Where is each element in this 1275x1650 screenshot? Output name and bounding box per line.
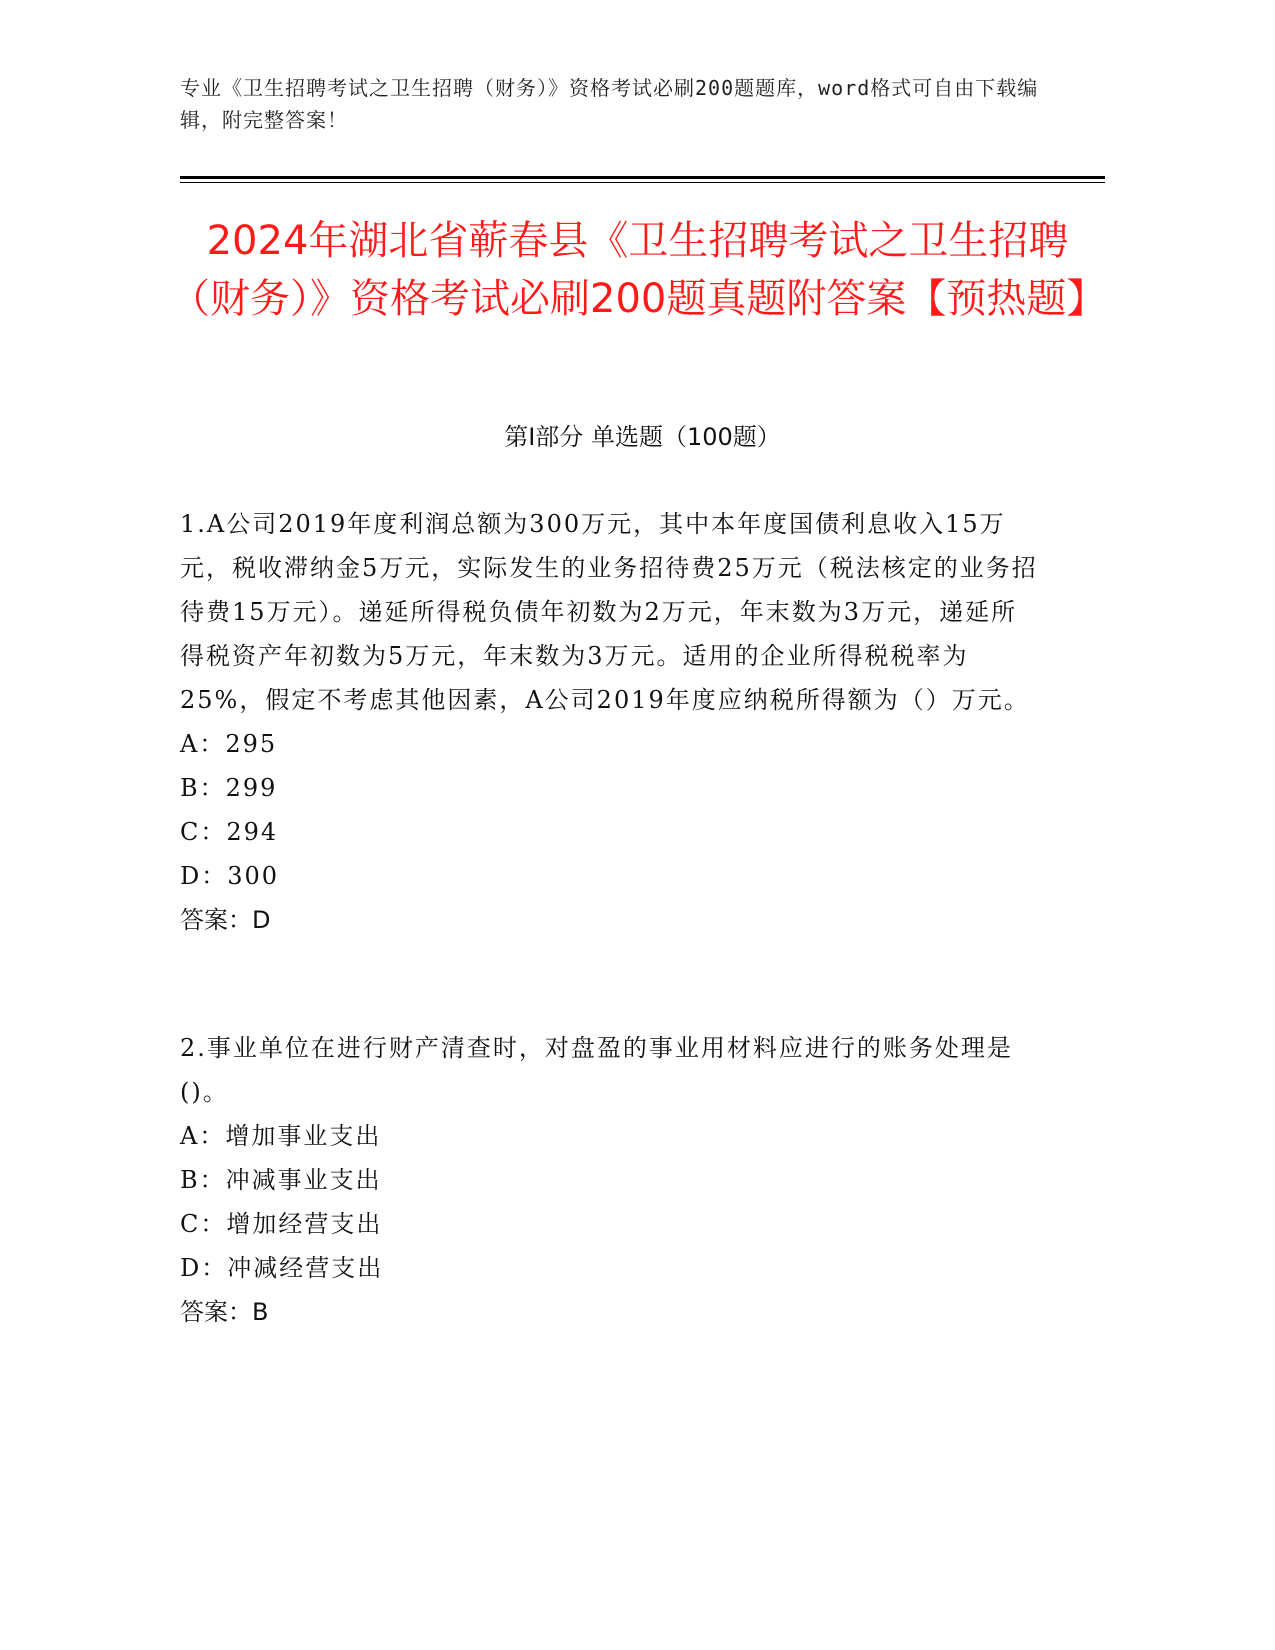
header-note: 专业《卫生招聘考试之卫生招聘（财务）》资格考试必刷200题题库，word格式可自由下载编辑，附完整答案！: [180, 76, 1039, 132]
answer: 答案：D: [180, 906, 271, 934]
question-stem: 2.事业单位在进行财产清查时，对盘盈的事业用材料应进行的账务处理是()。: [180, 1034, 1013, 1106]
option-a: A：增加事业支出: [180, 1122, 382, 1150]
question-stem: 1.A公司2019年度利润总额为300万元，其中本年度国债利息收入15万元，税收滞纳金5万元，实际发生的业务招待费25万元（税法核定的业务招待费15万元）。递延所得税负债年初数为2万元，年末数为3万元，递延所得税资产年初数为5万元，年末数为3万元。适用的企业所得税税率为25%，假定不考虑其他因素，A公司2019年度应纳税所得额为（）万元。: [180, 510, 1038, 714]
option-b: B：冲减事业支出: [180, 1166, 382, 1194]
question-1: [180, 502, 1040, 942]
option-a: A：295: [180, 730, 278, 758]
option-d: D：300: [180, 862, 280, 890]
question-2: [180, 1026, 1040, 1334]
answer: 答案：B: [180, 1298, 269, 1326]
document-title: 2024年湖北省蕲春县《卫生招聘考试之卫生招聘（财务）》资格考试必刷200题真题附答案【预热题】: [170, 218, 1107, 322]
header-divider-thin: [180, 182, 1105, 183]
option-c: C：294: [180, 818, 279, 846]
option-b: B：299: [180, 774, 278, 802]
section-title: 第Ⅰ部分 单选题（100题）: [504, 423, 781, 451]
option-c: C：增加经营支出: [180, 1210, 383, 1238]
option-d: D：冲减经营支出: [180, 1254, 384, 1282]
header-divider-thick: [180, 176, 1105, 179]
